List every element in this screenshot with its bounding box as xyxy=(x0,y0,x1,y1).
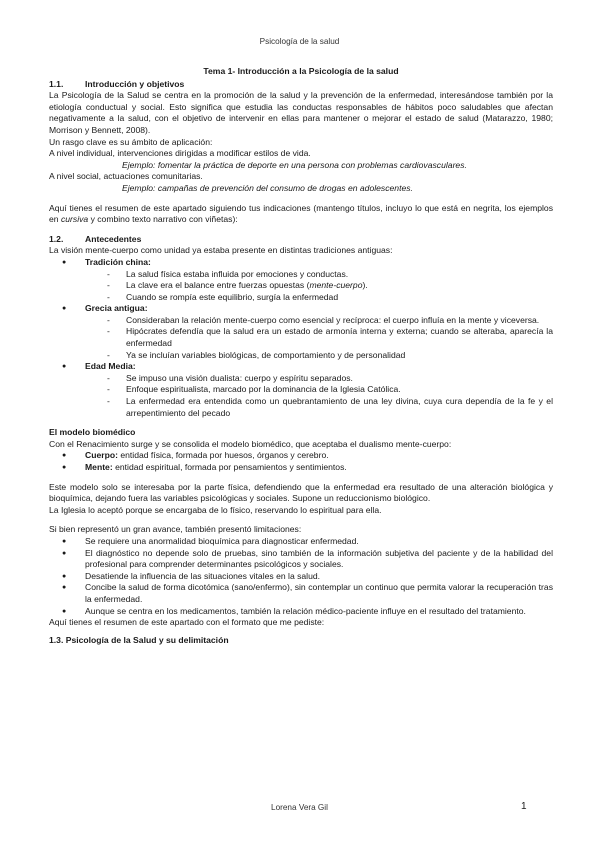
tradition-item: ● Grecia antigua: - Consideraban la relación mente-cuerpo como esencial y recíproca: el cuerpo influía en la mente y viceversa. - Hipócrates defendía que la salud era un estado de armonía interna y externa; cuando se alteraba, aparecía la enfermedad - Ya se incluían variables biológicas, de comportamiento y de personalidad xyxy=(49,303,553,361)
model-paragraph: Este modelo solo se interesaba por la parte física, defendiendo que la enfermedad era resultado de una alteración biológica y bioquímica, dejando fuera las variables psicológicas y sociales. Supone un reduccionismo biológico. xyxy=(49,481,553,504)
list-item: - Cuando se rompía este equilibrio, surgía la enfermedad xyxy=(105,292,553,304)
list-item: - Ya se incluían variables biológicas, de comportamiento y de personalidad xyxy=(105,350,553,362)
page-header: Psicología de la salud xyxy=(259,37,340,46)
intro-paragraph: La Psicología de la Salud se centra en la promoción de la salud y la prevención de la enfermedad, interesándose también por la etiología conductual y social. Esto significa que estudia las conductas responsables de hábitos poco saludables que afectan negativamente a la salud, con el objetivo de intervenir en ellas para mantener o mejorar el estado de salud (Matarazzo, 1980; Morrison y Bennett, 2008). xyxy=(49,90,553,135)
section-heading-1-1: 1.1. Introducción y objetivos xyxy=(49,78,185,89)
list-item: - Enfoque espiritualista, marcado por la dominancia de la Iglesia Católica. xyxy=(105,384,553,396)
limitations-intro: Si bien representó un gran avance, también presentó limitaciones: xyxy=(49,524,302,535)
social-line: A nivel social, actuaciones comunitarias. xyxy=(49,171,203,182)
list-item: ● Aunque se centra en los medicamentos, también la relación médico-paciente influye en el resultado del tratamiento. xyxy=(49,606,553,618)
list-item: ● Desatiende la influencia de las situaciones vitales en la salud. xyxy=(49,571,553,583)
tradition-item: ● Tradición china: - La salud física estaba influida por emociones y conductas. - La clave era el balance entre fuerzas opuestas (mente-cuerpo). - Cuando se rompía este equilibrio, surgía la enfermedad xyxy=(49,257,553,303)
individual-line: A nivel individual, intervenciones dirigidas a modificar estilos de vida. xyxy=(49,148,311,159)
example-social: Ejemplo: campañas de prevención del consumo de drogas en adolescentes. xyxy=(122,182,413,193)
list-item: ● Mente: entidad espiritual, formada por pensamientos y sentimientos. xyxy=(49,462,553,474)
list-item: ● Concibe la salud de forma dicotómica (sano/enfermo), sin contemplar un continuo que permita valorar la recuperación tras la enfermedad. xyxy=(49,582,553,605)
traditions-list xyxy=(49,257,553,419)
list-item: - La enfermedad era entendida como un quebrantamiento de una ley divina, cuya cura dependía de la fe y el arrepentimiento del pecado xyxy=(105,396,553,419)
page-content xyxy=(49,66,553,646)
list-item: - Hipócrates defendía que la salud era un estado de armonía interna y externa; cuando se alteraba, aparecía la enfermedad xyxy=(105,326,553,349)
list-item: - La salud física estaba influida por emociones y conductas. xyxy=(105,269,553,281)
biomedical-intro: Con el Renacimiento surge y se consolida el modelo biomédico, que aceptaba el dualismo mente-cuerpo: xyxy=(49,438,452,449)
list-item: - La clave era el balance entre fuerzas opuestas (mente-cuerpo). xyxy=(105,280,553,292)
biomedical-heading: El modelo biomédico xyxy=(49,427,136,438)
list-item: - Consideraban la relación mente-cuerpo como esencial y recíproca: el cuerpo influía en la mente y viceversa. xyxy=(105,315,553,327)
example-individual: Ejemplo: fomentar la práctica de deporte en una persona con problemas cardiovasculares. xyxy=(122,159,467,170)
limitations-list xyxy=(49,536,553,617)
list-item: - Se impuso una visión dualista: cuerpo y espíritu separados. xyxy=(105,373,553,385)
list-item: ● Se requiere una anormalidad bioquímica para diagnosticar enfermedad. xyxy=(49,536,553,548)
document-title: Tema 1- Introducción a la Psicología de la salud xyxy=(203,66,399,76)
page-number: 1 xyxy=(521,801,527,812)
dualism-list xyxy=(49,450,553,473)
summary-note-final: Aquí tienes el resumen de este apartado con el formato que me pediste: xyxy=(49,617,325,628)
list-item: ● Cuerpo: entidad física, formada por huesos, órganos y cerebro. xyxy=(49,450,553,462)
vision-line: La visión mente-cuerpo como unidad ya estaba presente en distintas tradiciones antiguas: xyxy=(49,245,393,256)
church-line: La Iglesia lo aceptó porque se encargaba de lo físico, reservando lo espiritual para ella. xyxy=(49,504,382,515)
section-heading-1-2: 1.2. Antecedentes xyxy=(49,233,142,244)
list-item: ● El diagnóstico no depende solo de pruebas, sino también de la información subjetiva del paciente y de la habilidad del profesional para comprender determinantes psicológicos y sociales. xyxy=(49,548,553,571)
summary-note: Aquí tienes el resumen de este apartado siguiendo tus indicaciones (mantengo títulos, incluyo lo que está en negrita, los ejemplos en cursiva y combino texto narrativo con viñetas): xyxy=(49,202,553,225)
footer-author: Lorena Vera Gil xyxy=(271,803,328,812)
tradition-item: ● Edad Media: - Se impuso una visión dualista: cuerpo y espíritu separados. - Enfoque espiritualista, marcado por la dominancia de la Iglesia Católica. - La enfermedad era entendida como un quebrantamiento de una ley divina, cuya cura dependía de la fe y el arrepentimiento del pecado xyxy=(49,361,553,419)
section-heading-1-3: 1.3. Psicología de la Salud y su delimitación xyxy=(49,634,229,645)
rasgo-line: Un rasgo clave es su ámbito de aplicación: xyxy=(49,136,213,147)
